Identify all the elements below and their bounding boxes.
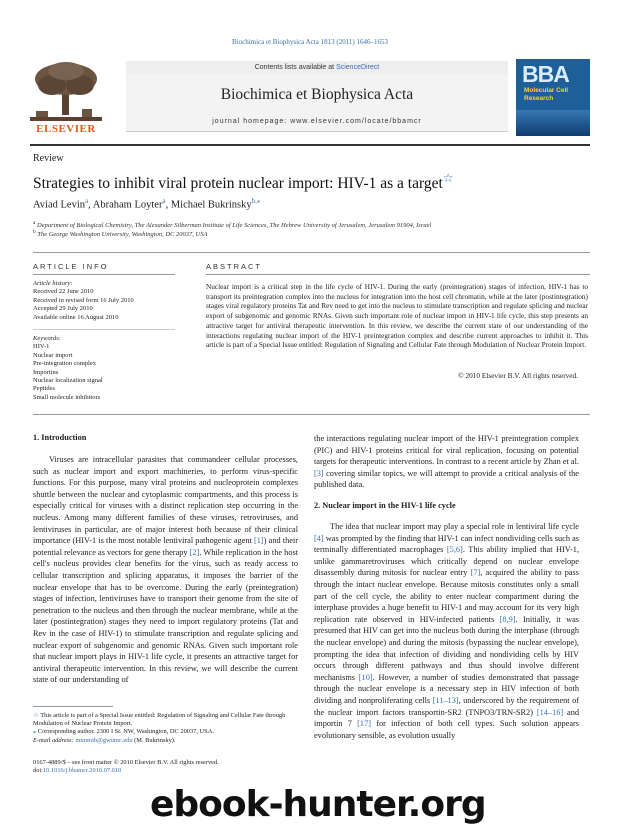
text-run: , acquired the ability to pass through the intact nuclear envelope. Because mitosis constitutes only a small part of the cell cycle, the ability to enter nuclear compartment during the interphase provides a huge benefit to HIV-1 and may account for its very high replication rate observed in HIV-infected patients — [314, 568, 579, 624]
info-divider — [33, 329, 175, 330]
journal-banner — [30, 59, 590, 140]
citation-link[interactable]: [7] — [470, 568, 481, 578]
citation-link[interactable]: [2] — [189, 547, 200, 557]
abstract-heading: ABSTRACT — [206, 262, 263, 271]
front-matter-divider — [33, 252, 590, 253]
text-run: The idea that nuclear import may play a special role in lentiviral life cycle — [330, 522, 579, 531]
citation-link[interactable]: [8,9] — [499, 614, 516, 624]
abstract-rule — [206, 274, 590, 275]
citation-link[interactable]: [17] — [357, 719, 371, 729]
affiliation-mark: a — [33, 220, 36, 226]
keyword: Small molecule inhibitors — [33, 393, 101, 401]
text-run: was prompted by the finding that HIV-1 can infect nondividing cells such as terminally differentiated macrophages — [314, 533, 579, 555]
journal-name: Biochimica et Biophysica Acta — [220, 86, 414, 103]
keyword: HIV-1 — [33, 343, 50, 351]
footnote-text: This article is part of a Special Issue entitled: Regulation of Signaling and Cellular Fate through Modulation of Nuclear Protein Import. — [33, 712, 286, 728]
footnote-mark: ☆ — [33, 712, 39, 719]
contents-bar — [126, 61, 508, 74]
sciencedirect-link[interactable]: ScienceDirect — [336, 64, 380, 71]
citation-link[interactable]: [3] — [314, 468, 324, 478]
citation-link[interactable]: [11–13] — [432, 695, 459, 705]
affiliation — [33, 220, 431, 229]
text-run: for infection of both cell types. Such solution appears evolutionary sensible, as evolution usually — [314, 719, 580, 740]
email-label: E-mail address: — [33, 736, 74, 744]
keyword: Nuclear localization signal — [33, 377, 103, 385]
author-name[interactable]: Abraham Loyter — [92, 199, 163, 211]
elsevier-wordmark: ELSEVIER — [36, 123, 96, 135]
section-heading: 2. Nuclear import in the HIV-1 life cycle — [314, 501, 456, 510]
citation-link[interactable]: [1] — [254, 536, 264, 546]
journal-title-box — [126, 74, 508, 132]
citation-link[interactable]: [5,6] — [446, 545, 463, 555]
affiliation-text: The George Washington University, Washington, DC 20037, USA — [37, 231, 208, 239]
issn-text: 0167-4889/$ – see front matter © 2010 Elsevier B.V. All rights reserved. — [33, 759, 219, 766]
text-run: covering similar topics, we will attempt to provide a critical analysis of the published data. — [314, 468, 579, 490]
article-type: Review — [33, 153, 64, 164]
homepage-link[interactable]: www.elsevier.com/locate/bbamcr — [290, 118, 422, 125]
keywords-heading: Keywords: — [33, 335, 61, 342]
keyword: Pre-integration complex — [33, 360, 96, 368]
journal-cover-image[interactable] — [516, 59, 590, 136]
text-run: . While replication in the host cell's nucleus provides clear benefits for the virus, such as ready access to cellular transcription and splicing apparatus, it imposes the barrier of the nuclear envelope that has to be overcome. During the early (preintegration) stages of infection, lentiviruses have to transport their genome from the site of penetration to the nucleus and then through the nuclear membrane, while at the later (postintegration) stages they need to import regulatory proteins (Tat and Rev in the case of HIV-1) to stimulate transcription and regulate splicing and nuclear export of subgenomic and genomic RNAs. Given such important role that nuclear import plays in HIV-1 life cycle, it presents an attractive target for antiviral therapeutic intervention. In this review, we will describe the current state of our understanding of — [33, 547, 298, 685]
history-item: Accepted 29 July 2010 — [33, 305, 93, 313]
article-title-text: Strategies to inhibit viral protein nuclear import: HIV-1 as a target — [33, 175, 443, 193]
affiliation — [33, 229, 207, 238]
watermark-text: ebook-hunter.org — [150, 784, 486, 825]
text-run: Viruses are intracellular parasites that commandeer cellular processes, such as nuclear import and export machineries, to perform virus-specific functions. For this purpose, many viral proteins and nucleoprotein complexes shuttle between the nuclear and cytoplasmic compartments, and this process is especially critical for viruses with a distinct replication step occurring in the nucleus. Among many different families of these viruses, retroviruses, and lentiviruses in particular, are of major interest both because of their clinical importance (HIV-1 is the most notable lentiviral pathogenic agent — [33, 455, 298, 546]
text-run: and importin 7 — [314, 707, 580, 729]
intro-paragraph — [33, 454, 298, 686]
paragraph-text — [314, 521, 579, 741]
title-footnote-mark[interactable]: ☆ — [442, 171, 454, 185]
affiliation-text: Department of Biological Chemistry, The Alexander Silberman Institute of Life Sciences, The Hebrew University of Jerusalem, Jerusalem 91904, Israel — [37, 222, 432, 230]
footnote-rule — [33, 706, 113, 707]
history-item: Received 22 June 2010 — [33, 288, 94, 296]
text-run: the interactions regulating nuclear import of the HIV-1 preintegration complex (PIC) and HIV-1 proteins critical for viral replication, focusing on potential targets for therapeutic interventions. In contrast to a recent article by Zhan et al. — [314, 434, 579, 467]
contents-prefix: Contents lists available at — [254, 64, 337, 71]
author-affil-mark[interactable]: b,⁎ — [251, 197, 261, 205]
paragraph-text — [33, 454, 298, 686]
text-run: , underscored by the requirement of the nuclear import factors transportin-SR2 (TNPO3/TRN-SR2) — [314, 695, 579, 717]
abstract-copyright: © 2010 Elsevier B.V. All rights reserved. — [458, 371, 578, 380]
author-name[interactable]: Michael Bukrinsky — [170, 199, 252, 211]
citation-link[interactable]: [4] — [314, 533, 324, 543]
keyword: Nuclear import — [33, 351, 73, 359]
text-run: . This ability implied that HIV-1, unlike gammaretroviruses which critically depend on nuclear envelope disassembly during mitosis for nuclear entry — [314, 545, 579, 578]
article-info-heading: ARTICLE INFO — [33, 262, 109, 271]
citation-link[interactable]: [10] — [358, 672, 373, 682]
text-run: . Initially, it was presumed that HIV can get into the nucleus both during the interphase (through the nuclear envelope) and during the mitosis (bypassing the nuclear envelope), prompting the idea that infection of dividing and nondividing cells by HIV occurs through different pathways and thus should involve different mechanisms — [314, 614, 579, 682]
abstract-bottom-divider — [33, 414, 590, 415]
footnote — [33, 728, 298, 736]
journal-info-box — [126, 61, 508, 137]
header-divider — [30, 144, 590, 146]
citation-link[interactable]: [14–16] — [536, 707, 564, 717]
history-item: Received in revised form 16 July 2010 — [33, 296, 134, 304]
footnotes — [33, 712, 298, 745]
elsevier-logo — [30, 59, 102, 136]
author-affil-mark[interactable]: a — [85, 197, 89, 205]
keyword: Importins — [33, 368, 59, 376]
footnote — [33, 712, 298, 728]
issn-block — [33, 759, 219, 775]
author-name[interactable]: Aviad Levin — [33, 199, 85, 211]
footnote-text: Corresponding author. 2300 I St. NW, Washington, DC 20037, USA. — [37, 728, 214, 736]
journal-reference[interactable]: Biochimica et Biophysica Acta 1813 (2011) 1646–1653 — [231, 38, 389, 46]
article-title — [33, 171, 454, 193]
tree-icon — [30, 59, 102, 123]
info-rule — [33, 274, 175, 275]
abstract-text: Nuclear import is a critical step in the life cycle of HIV-1. During the early (preintegration) stages of infection, HIV-1 has to transport its preintegration complex into the nucleus for integration into the host cell chromatin, while at the later (postintegration) stages viral regulatory proteins Tat and Rev need to get into the nucleus to stimulate transcription and regulate splicing and nuclear export of subgenomic and genomic RNAs. Given such important role of nuclear import in HIV-1 life cycle, this step presents an attractive target for antiviral therapeutic intervention. In this review, we describe the current state of our understanding of the interactions regulating nuclear import of the HIV-1 preintegration complex and describe current approaches to inhibit it. This article is part of a Special Issue entitled: Regulation of Signaling and Cellular Fate through Modulation of Nuclear Protein Import. — [206, 282, 588, 350]
journal-homepage — [126, 118, 508, 125]
author-list: Aviad Levin$^a$, Abraham Loyter$^a$, Michael Bukrinsky$^{b,⁎}$ — [33, 197, 261, 211]
section-heading: 1. Introduction — [33, 433, 87, 442]
history-item: Available online 16 August 2010 — [33, 313, 119, 321]
text-run: . However, a number of studies demonstrated that passage through the nuclear envelope is a necessary step in HIV infection of both dividing and nonproliferating cells — [314, 672, 579, 705]
keyword: Peptides — [33, 385, 56, 393]
keywords — [33, 335, 163, 402]
email-line — [33, 737, 298, 745]
homepage-prefix: journal homepage: — [212, 118, 291, 125]
section2-paragraph — [314, 521, 579, 741]
history-heading: Article history: — [33, 280, 73, 287]
text-run: ) and their potential relevance as vectors for gene therapy — [33, 536, 298, 557]
cover-title: BBA — [522, 61, 569, 87]
doi-link[interactable]: 10.1016/j.bbamcr.2010.07.010 — [42, 767, 122, 775]
footnote-mark: ⁎ — [33, 728, 37, 736]
author-affil-mark[interactable]: a — [162, 197, 166, 205]
article-history — [33, 280, 163, 322]
affiliation-mark: b — [33, 229, 36, 235]
email-link[interactable]: mtmmib@gwumc.edu — [75, 736, 133, 744]
cover-graphic — [516, 110, 590, 136]
doi-prefix: doi: — [33, 767, 43, 775]
intro-continued — [314, 433, 579, 491]
email-suffix: (M. Bukrinsky). — [132, 736, 176, 744]
cover-subtitle: Molecular Cell Research — [524, 87, 569, 102]
doi-line — [33, 767, 219, 775]
